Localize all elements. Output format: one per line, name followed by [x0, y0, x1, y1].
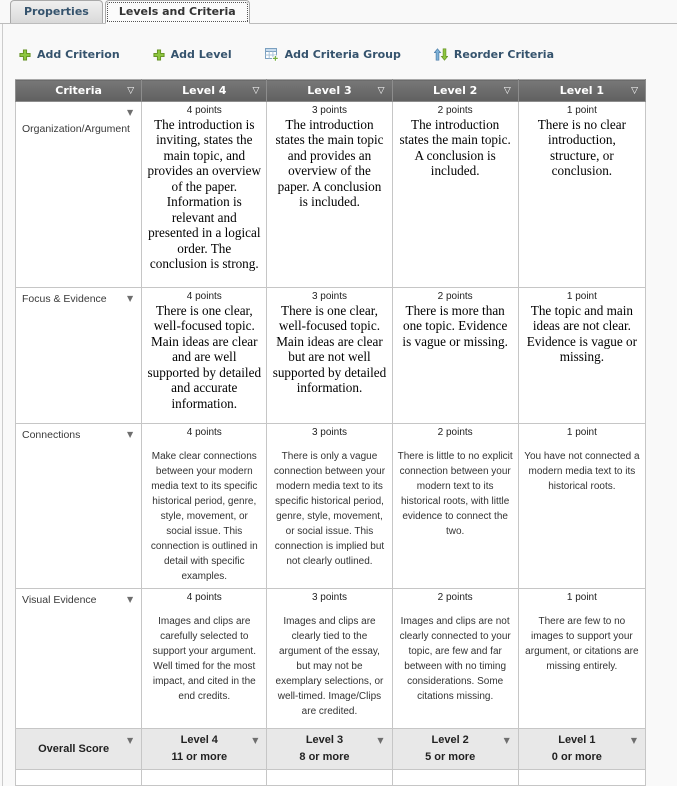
empty-cell [142, 770, 267, 786]
dropdown-arrow-icon[interactable]: ▽ [503, 85, 511, 96]
tab-properties[interactable]: Properties [10, 0, 103, 23]
add-criteria-group-label: Add Criteria Group [284, 48, 401, 61]
level-cell [267, 589, 392, 729]
criterion-menu-icon[interactable]: ▼ [127, 108, 134, 117]
level-description: There is no clear introduction, structure, or conclusion. [537, 117, 626, 179]
overall-menu-icon[interactable]: ▼ [503, 736, 510, 745]
dropdown-arrow-icon[interactable]: ▽ [631, 85, 638, 96]
overall-score-cell [16, 729, 142, 770]
level-description: There are few to no images to support your argument, or citations are missing entirely. [525, 616, 639, 672]
points-label: 2 points [437, 427, 473, 438]
toolbar [3, 24, 677, 66]
points-label: 1 point [566, 105, 597, 116]
add-level-label: Add Level [170, 48, 232, 61]
level-description: Make clear connections between your modern media text to its specific historical period, genre, style, movement, or social issue. This connection is outlined in detail with specific examples. [150, 451, 258, 582]
level-description: There is one clear, well-focused topic. Main ideas are clear but are not well supported by detailed information. [272, 303, 387, 396]
overall-level-name: Level 1 [558, 734, 596, 746]
criterion-row [16, 288, 646, 424]
level-cell [142, 102, 267, 288]
level-cell [392, 102, 518, 288]
tab-levels-and-criteria[interactable]: Levels and Criteria [105, 0, 250, 24]
reorder-criteria-button[interactable] [434, 48, 554, 61]
points-label: 3 points [311, 427, 347, 438]
level-cell [518, 589, 645, 729]
level-cell [518, 424, 645, 589]
empty-cell [392, 770, 518, 786]
overall-menu-icon[interactable]: ▼ [630, 736, 637, 745]
plus-icon [19, 49, 31, 61]
overall-level-range: 5 or more [425, 751, 476, 764]
overall-level-cell [142, 729, 267, 770]
overall-level-cell [518, 729, 645, 770]
header-criteria[interactable] [16, 80, 142, 102]
rubric-table [15, 79, 646, 786]
level-cell [267, 424, 392, 589]
points-label: 2 points [437, 105, 473, 116]
points-label: 3 points [311, 291, 347, 302]
level-description: There is only a vague connection between your modern media text to its specific historical period, genre, style, movement, or social issue. This connection is implied but not clearly outlined. [273, 451, 386, 567]
overall-menu-icon[interactable]: ▼ [252, 736, 259, 745]
header-row [16, 80, 646, 102]
reorder-icon [434, 48, 448, 61]
level-description: The introduction states the main topic. A conclusion is included. [399, 117, 511, 179]
level-cell [142, 424, 267, 589]
dropdown-arrow-icon[interactable]: ▽ [377, 85, 385, 96]
criterion-label: Connections [22, 429, 81, 441]
dropdown-arrow-icon[interactable]: ▽ [252, 85, 260, 96]
level-cell [267, 102, 392, 288]
add-criterion-label: Add Criterion [37, 48, 120, 61]
criteria-group-icon [265, 48, 279, 62]
criterion-row [16, 102, 646, 288]
overall-level-range: 8 or more [299, 751, 350, 764]
overall-level-cell [267, 729, 392, 770]
criterion-cell [16, 589, 142, 729]
points-label: 1 point [566, 592, 597, 603]
reorder-criteria-label: Reorder Criteria [453, 48, 554, 61]
criterion-menu-icon[interactable]: ▼ [127, 430, 134, 439]
criterion-label: Organization/Argument [22, 123, 130, 135]
overall-menu-icon[interactable]: ▼ [377, 736, 384, 745]
empty-cell [518, 770, 645, 786]
criterion-cell [16, 424, 142, 589]
header-level-4[interactable] [142, 80, 267, 102]
points-label: 2 points [437, 592, 473, 603]
points-label: 4 points [186, 105, 222, 116]
overall-level-cell [392, 729, 518, 770]
overall-level-name: Level 2 [431, 734, 469, 746]
tab-bar [0, 0, 677, 24]
level-cell [142, 288, 267, 424]
criterion-menu-icon[interactable]: ▼ [127, 595, 134, 604]
header-level-1[interactable] [518, 80, 645, 102]
level-cell [142, 589, 267, 729]
criterion-cell [16, 102, 142, 288]
level-description: Images and clips are clearly tied to the argument of the essay, but may not be exemplary selections, or well-timed. Image/Clips are credited. [275, 616, 384, 717]
overall-level-range: 0 or more [551, 751, 602, 764]
level-description: Images and clips are carefully selected to support your argument. Well timed for the most impact, and cited in the end credits. [152, 616, 256, 702]
points-label: 4 points [186, 592, 222, 603]
points-label: 1 point [566, 427, 597, 438]
level-description: You have not connected a modern media text to its historical roots. [524, 451, 640, 492]
dropdown-arrow-icon[interactable]: ▽ [127, 85, 135, 96]
level-description: Images and clips are not clearly connected to your topic, are few and far between with no timing considerations. Some citations missing. [399, 616, 511, 702]
overall-score-row [16, 729, 646, 770]
level-description: There is more than one topic. Evidence is vague or missing. [402, 303, 508, 349]
add-criterion-button[interactable] [19, 48, 120, 61]
add-level-button[interactable] [153, 48, 232, 61]
header-level-1-label: Level 1 [559, 84, 605, 97]
header-level-3[interactable] [267, 80, 392, 102]
criterion-row [16, 589, 646, 729]
header-level-2-label: Level 2 [432, 84, 478, 97]
criterion-menu-icon[interactable]: ▼ [127, 294, 134, 303]
points-label: 2 points [437, 291, 473, 302]
empty-cell [267, 770, 392, 786]
overall-score-label: Overall Score [38, 742, 110, 755]
level-description: There is one clear, well-focused topic. Main ideas are clear and are well supported by detailed and accurate information. [147, 303, 262, 411]
plus-icon [153, 49, 165, 61]
level-description: The introduction states the main topic and provides an overview of the paper. A conclusion is included. [275, 117, 384, 210]
points-label: 1 point [566, 291, 597, 302]
overall-menu-icon[interactable]: ▼ [127, 736, 134, 745]
points-label: 4 points [186, 427, 222, 438]
level-description: The topic and main ideas are not clear. Evidence is vague or missing. [526, 303, 637, 365]
criterion-label: Visual Evidence [22, 594, 97, 606]
empty-row [16, 770, 646, 786]
overall-level-range: 11 or more [171, 751, 228, 764]
criterion-row [16, 424, 646, 589]
level-description: There is little to no explicit connection between your modern text to its historical roots, with little evidence to connect the two. [397, 451, 513, 537]
level-cell [392, 424, 518, 589]
empty-cell [16, 770, 142, 786]
level-description: The introduction is inviting, states the main topic, and provides an overview of the paper. Information is relevant and presented in a logical order. The conclusion is strong. [147, 117, 262, 271]
overall-level-name: Level 4 [180, 734, 218, 746]
points-label: 4 points [186, 291, 222, 302]
criterion-cell [16, 288, 142, 424]
points-label: 3 points [311, 592, 347, 603]
overall-level-name: Level 3 [305, 734, 344, 746]
criterion-label: Focus & Evidence [22, 293, 107, 305]
level-cell [267, 288, 392, 424]
header-level-3-label: Level 3 [307, 84, 352, 97]
points-label: 3 points [311, 105, 347, 116]
tab-content-panel [2, 24, 677, 786]
header-level-2[interactable] [392, 80, 518, 102]
header-criteria-label: Criteria [55, 84, 102, 97]
level-cell [518, 102, 645, 288]
level-cell [518, 288, 645, 424]
level-cell [392, 589, 518, 729]
level-cell [392, 288, 518, 424]
header-level-4-label: Level 4 [182, 84, 227, 97]
add-criteria-group-button[interactable] [265, 48, 401, 62]
